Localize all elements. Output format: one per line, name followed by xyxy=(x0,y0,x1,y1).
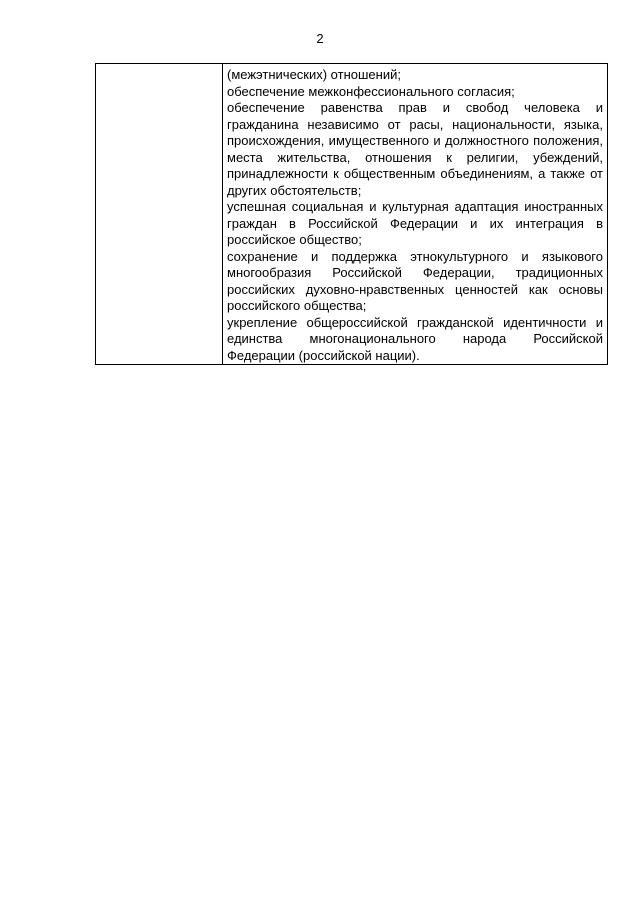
paragraph-migrant-adaptation: успешная социальная и культурная адаптация иностранных граждан в Российской Федерации и их интеграция в российское общество; xyxy=(227,199,603,247)
left-cell-text xyxy=(96,64,222,67)
table-cell-right xyxy=(223,64,608,365)
paragraph-cultural-diversity: сохранение и поддержка этнокультурного и языкового многообразия Российской Федерации, традиционных российских духовно-нравственных ценностей как основы российского общества; xyxy=(227,248,603,313)
content-table xyxy=(95,63,608,365)
table-cell-left xyxy=(96,64,223,365)
paragraph-interfaith-harmony: обеспечение межконфессионального согласия; xyxy=(227,83,515,99)
paragraph-equality-of-rights: обеспечение равенства прав и свобод человека и гражданина независимо от расы, национальности, языка, происхождения, имущественного и должностного положения, места жительства, отношения к религии, убеждений, принадлежности к общественным объединениям, а также от других обстоятельств; xyxy=(227,100,603,198)
table-row xyxy=(96,64,608,365)
paragraph-interethnic-relations: (межэтнических) отношений; xyxy=(227,67,401,82)
paragraph-civic-identity: укрепление общероссийской гражданской идентичности и единства многонационального народа Российской Федерации (российской нации). xyxy=(227,314,603,363)
page-number: 2 xyxy=(316,31,324,46)
right-cell-content xyxy=(223,64,607,364)
